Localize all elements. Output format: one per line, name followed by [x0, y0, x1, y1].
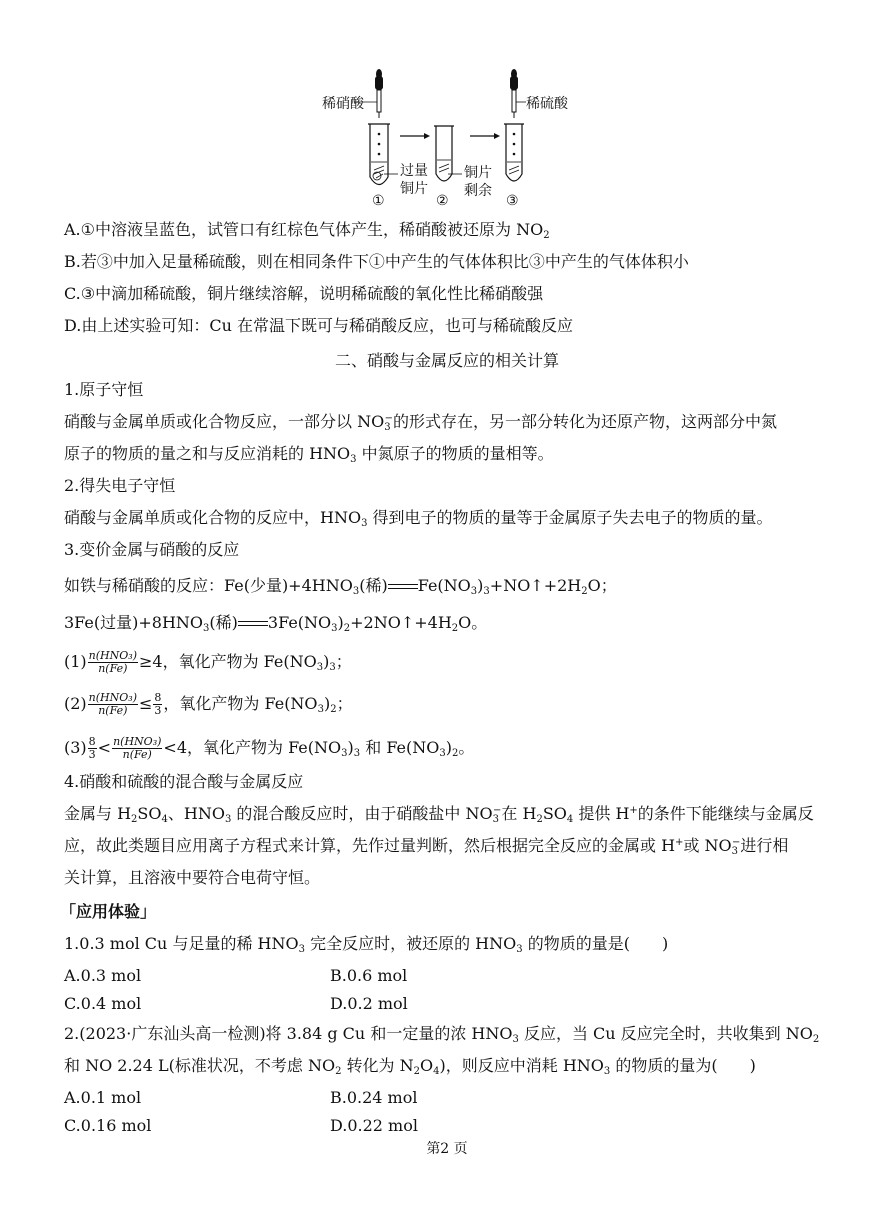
s3-equation-1: 如铁与稀硝酸的反应：Fe(少量)$+4HNO_3$(稀) $Fe(NO_3)_3+NO↑+2H_2O$； — [64, 576, 617, 597]
label-excess: 过量 — [400, 163, 428, 179]
experiment-diagram — [320, 62, 580, 212]
s3-title: 3.变价金属与硝酸的反应 — [64, 540, 240, 559]
option-c: C.③中滴加稀硫酸，铜片继续溶解，说明稀硫酸的氧化性比稀硝酸强 — [64, 284, 544, 303]
tube-number-3: ③ — [506, 193, 519, 209]
equals-sign — [388, 582, 418, 592]
question-1: 1.0.3 mol Cu 与足量的稀 $HNO_3$ 完全反应时，被还原的 $HNO_3$ 的物质的量是( ) — [64, 934, 669, 955]
arrow-right-icon — [400, 133, 430, 139]
label-dilute-sulfuric: 稀硫酸 — [526, 96, 568, 112]
practice-title: 「应用体验」 — [60, 902, 157, 921]
option-d: D.由上述实验可知：Cu 在常温下既可与稀硝酸反应，也可与稀硫酸反应 — [64, 316, 573, 335]
equals-sign — [238, 619, 268, 629]
s3-case-2: (2) $\frac{\text{n(HNO₃)}}{n(Fe)}$ ≤ $\frac{8}{3}$ ，氧化产物为 $Fe(NO_3)_2$； — [64, 691, 353, 717]
s4-line-3: 关计算，且溶液中要符合电荷守恒。 — [64, 868, 321, 887]
test-tube-3 — [504, 124, 524, 181]
option-a: A.①中溶液呈蓝色，试管口有红棕色气体产生，稀硝酸被还原为 $NO_2$ — [64, 220, 550, 241]
s4-line-1: 金属与 $H_2SO_4$、$HNO_3$ 的混合酸反应时，由于硝酸盐中 $NO_3^-$在 $H_2SO_4$ 提供 H+的条件下能继续与金属反 — [64, 804, 814, 825]
label-copper-piece-2: 铜片 — [464, 165, 492, 181]
s4-title: 4.硝酸和硫酸的混合酸与金属反应 — [64, 772, 304, 791]
s1-line-2: 原子的物质的量之和与反应消耗的 $HNO_3$ 中氮原子的物质的量相等。 — [64, 444, 554, 465]
label-remaining: 剩余 — [464, 183, 492, 199]
q1-option-b[interactable]: B.0.6 mol — [330, 966, 408, 985]
eight-thirds-fraction: $\frac{8}{3}$ — [154, 691, 162, 717]
arrow-right-icon — [470, 133, 500, 139]
q2-option-c[interactable]: C.0.16 mol — [64, 1116, 152, 1135]
tube-number-1: ① — [372, 193, 385, 209]
option-b: B.若③中加入足量稀硫酸，则在相同条件下①中产生的气体体积比③中产生的气体体积小 — [64, 252, 689, 271]
question-2-line-1: 2.(2023·广东汕头高一检测)将 3.84 g Cu 和一定量的浓 $HNO_3$ 反应，当 Cu 反应完全时，共收集到 $NO_2$ — [64, 1024, 820, 1045]
page-footer: 第2 页 — [426, 1141, 468, 1157]
question-2-line-2: 和 NO 2.24 L(标准状况，不考虑 $NO_2$ 转化为 $N_2O_4$)，则反应中消耗 $HNO_3$ 的物质的量为( ) — [64, 1056, 756, 1077]
label-dilute-nitric: 稀硝酸 — [322, 96, 364, 112]
q2-option-a[interactable]: A.0.1 mol — [64, 1088, 142, 1107]
s4-line-2: 应，故此类题目应用离子方程式来计算，先作过量判断，然后根据完全反应的金属或 H+或 $NO_3^-$进行相 — [64, 836, 789, 857]
test-tube-2 — [434, 126, 454, 181]
dropper-icon — [375, 69, 383, 118]
q2-option-b[interactable]: B.0.24 mol — [330, 1088, 418, 1107]
eight-thirds-fraction: $\frac{8}{3}$ — [88, 735, 96, 761]
s1-title: 1.原子守恒 — [64, 380, 144, 399]
test-tube-1 — [368, 124, 390, 185]
s3-case-3: (3) $\frac{8}{3}$ < $\frac{\text{n(HNO₃)}}{n(Fe)}$ <4，氧化产物为 $Fe(NO_3)_3$ 和 $Fe(NO_3)_2$。 — [64, 735, 475, 761]
s1-line-1: 硝酸与金属单质或化合物反应，一部分以 $NO_3^-$的形式存在，另一部分转化为还原产物，这两部分中氮 — [64, 412, 777, 433]
ratio-fraction: $\frac{\text{n(HNO₃)}}{n(Fe)}$ — [113, 735, 162, 761]
tube-number-2: ② — [436, 193, 449, 209]
q2-option-d[interactable]: D.0.22 mol — [330, 1116, 418, 1135]
label-copper-piece: 铜片 — [400, 181, 428, 197]
ratio-fraction: $\frac{\text{n(HNO₃)}}{n(Fe)}$ — [88, 691, 137, 717]
s3-equation-2: 3Fe(过量)$+8HNO_3$(稀) $3Fe(NO_3)_2+2NO↑+4H_2O$。 — [64, 613, 488, 634]
dropper-icon — [510, 69, 518, 118]
section-title: 二、硝酸与金属反应的相关计算 — [334, 351, 559, 370]
s3-case-1: (1) $\frac{\text{n(HNO₃)}}{n(Fe)}$ ≥4，氧化产物为 $Fe(NO_3)_3$； — [64, 649, 352, 675]
q1-option-d[interactable]: D.0.2 mol — [330, 994, 408, 1013]
q1-option-a[interactable]: A.0.3 mol — [64, 966, 142, 985]
q1-option-c[interactable]: C.0.4 mol — [64, 994, 142, 1013]
ratio-fraction: $\frac{\text{n(HNO₃)}}{n(Fe)}$ — [88, 649, 137, 675]
s2-line-1: 硝酸与金属单质或化合物的反应中，$HNO_3$ 得到电子的物质的量等于金属原子失去电子的物质的量。 — [64, 508, 773, 529]
s2-title: 2.得失电子守恒 — [64, 476, 176, 495]
